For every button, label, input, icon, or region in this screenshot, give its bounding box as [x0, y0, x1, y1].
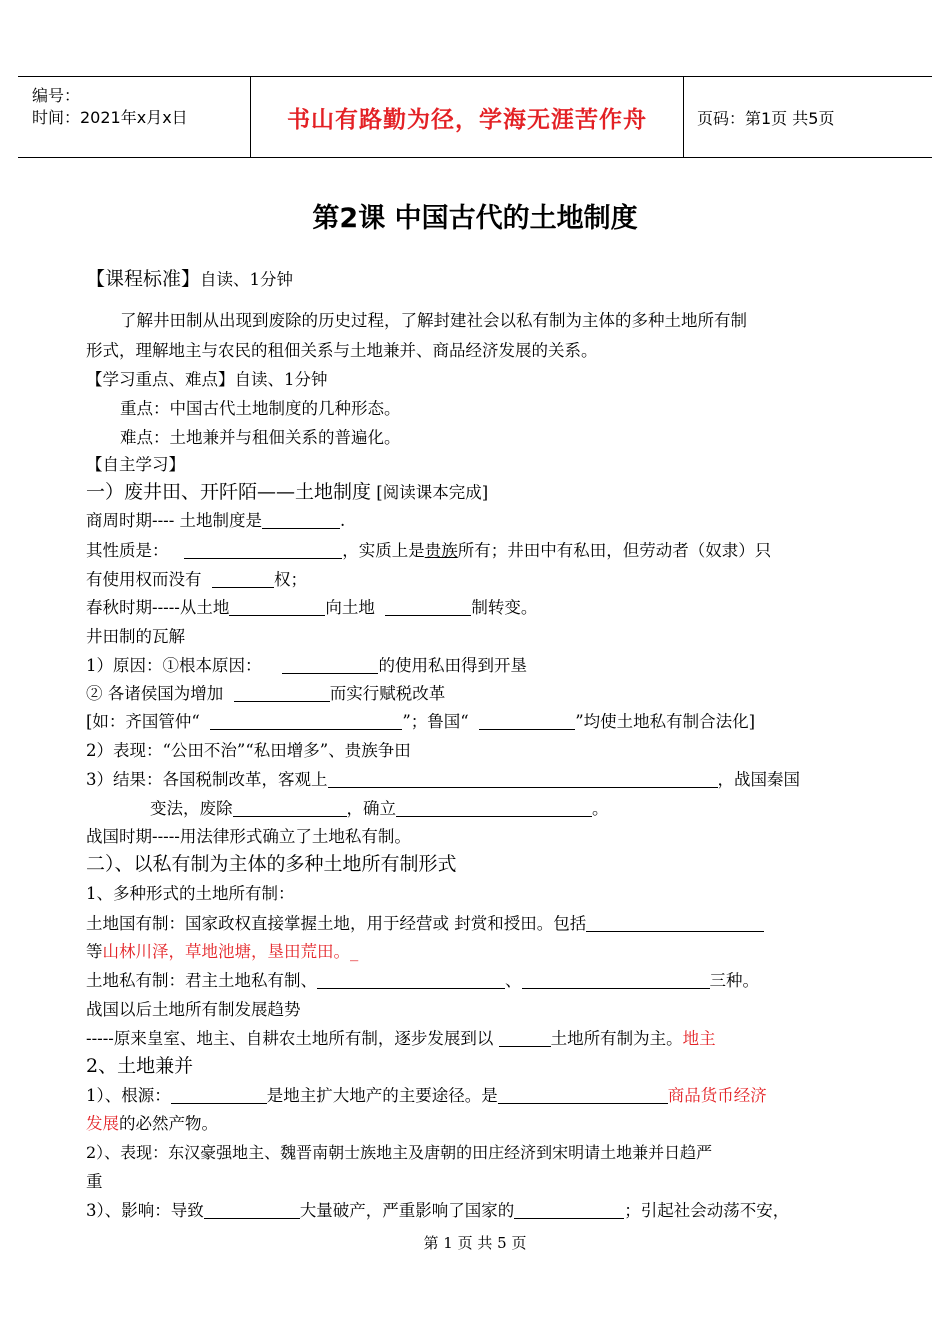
text: 春秋时期-----从土地	[86, 598, 230, 617]
text-line	[86, 541, 771, 561]
text-line	[86, 684, 445, 704]
time-line: 时间：2021年x月x日	[32, 108, 188, 127]
number-label: 编号：	[32, 86, 81, 105]
text-line: 重	[86, 1172, 103, 1191]
fill-blank[interactable]	[204, 1202, 300, 1219]
text: ，战国秦国	[717, 770, 800, 789]
course-standard-heading: 【课程标准】	[86, 268, 201, 290]
text: 的使用私田得到开垦	[378, 656, 527, 675]
text: [如：齐国管仲“	[86, 712, 200, 731]
text: ”均使土地私有制合法化]	[575, 712, 756, 731]
text: 大量破产，严重影响了国家的	[299, 1201, 515, 1220]
header-left-cell	[18, 77, 250, 157]
text: 3）、影响：导致	[86, 1201, 204, 1220]
text: 土地国有制：国家政权直接掌握土地，用于经营或 封赏和授田。包括	[86, 914, 587, 933]
text-line	[86, 914, 764, 934]
text: ，实质上是	[342, 541, 425, 560]
text: 的必然产物。	[119, 1114, 218, 1133]
fill-blank[interactable]	[396, 800, 592, 817]
text-line: 形式，理解地主与农民的租佃关系与土地兼并、商品经济发展的关系。	[86, 341, 598, 360]
answer-text: 商品货币经济	[667, 1086, 767, 1105]
text: 所有；井田中有私田，但劳动者（奴隶）只	[457, 541, 772, 560]
fill-blank[interactable]	[522, 972, 710, 989]
fill-blank[interactable]	[210, 713, 402, 730]
header-motto-cell	[250, 77, 684, 157]
text-line	[86, 598, 537, 618]
fill-blank[interactable]	[479, 713, 575, 730]
text: 土地所有制为主。	[550, 1029, 683, 1048]
page-title: 第2课 中国古代的土地制度	[312, 203, 638, 234]
fill-blank[interactable]	[171, 1087, 267, 1104]
page-code: 页码：第1页 共5页	[697, 108, 835, 128]
text: 是地主扩大地产的主要途径。是	[266, 1086, 498, 1105]
fill-blank[interactable]	[234, 685, 330, 702]
fill-blank[interactable]	[514, 1202, 624, 1219]
text-line	[86, 1029, 716, 1049]
fill-blank[interactable]	[184, 542, 342, 559]
text: 有使用权而没有	[86, 570, 202, 589]
text-line	[86, 656, 527, 676]
text: 1）、根源：	[86, 1086, 171, 1105]
fill-blank[interactable]	[317, 972, 505, 989]
text: 而实行赋税改革	[329, 684, 446, 703]
fill-blank[interactable]	[498, 1087, 668, 1104]
motto: 书山有路勤为径，学海无涯苦作舟	[287, 106, 647, 133]
fill-blank[interactable]	[328, 771, 718, 788]
self-study-heading: 【自主学习】	[86, 455, 185, 474]
text: ，确立	[346, 799, 396, 818]
text: 制转变。	[471, 598, 538, 617]
text-line: 战国以后土地所有制发展趋势	[86, 1000, 301, 1019]
text-line	[150, 799, 609, 819]
text: 。	[592, 799, 609, 818]
fill-blank[interactable]	[229, 599, 325, 616]
answer-text: 地主	[682, 1029, 716, 1048]
fill-blank[interactable]	[282, 657, 378, 674]
text: 等	[86, 942, 103, 961]
fill-blank[interactable]	[499, 1030, 551, 1047]
page-footer: 第 1 页 共 5 页	[423, 1234, 527, 1252]
text-line	[86, 712, 755, 732]
text-line	[86, 1086, 767, 1106]
text-line: 战国时期-----用法律形式确立了土地私有制。	[86, 827, 411, 846]
text-line	[86, 1114, 218, 1134]
text: 、	[505, 971, 522, 990]
text: .	[340, 511, 346, 530]
fill-blank[interactable]	[212, 571, 274, 588]
text: -----原来皇室、地主、自耕农土地所有制，逐步发展到以	[86, 1029, 494, 1048]
text: 三种。	[709, 971, 759, 990]
text-line	[86, 511, 345, 531]
text: 变法，废除	[150, 799, 233, 818]
header-table	[18, 76, 932, 158]
text-line	[86, 770, 800, 790]
text: 权；	[274, 570, 307, 589]
text: 1）原因：①根本原因：	[86, 656, 262, 675]
text: 3）结果：各国税制改革，客观上	[86, 770, 328, 789]
fill-blank[interactable]	[262, 512, 340, 529]
text-line	[86, 1201, 789, 1221]
fill-blank[interactable]	[233, 800, 347, 817]
answer-text: 发展	[86, 1114, 119, 1133]
text: 商周时期---- 土地制度是	[86, 511, 263, 530]
text-line: 1、多种形式的土地所有制：	[86, 884, 295, 903]
text-line	[86, 971, 759, 991]
header-page-cell	[683, 77, 932, 157]
text: ② 各诸侯国为增加	[86, 684, 224, 703]
key-point: 重点：中国古代土地制度的几种形态。	[120, 399, 401, 418]
difficult-point: 难点：土地兼并与租佃关系的普遍化。	[120, 428, 401, 447]
text: 向土地	[325, 598, 375, 617]
text-line: 2）表现：“公田不治”“私田增多”、贵族争田	[86, 741, 411, 760]
key-points-heading: 【学习重点、难点】自读、1分钟	[86, 370, 328, 389]
course-standard-line	[86, 268, 293, 291]
land-annexation-heading: 2、土地兼并	[86, 1055, 194, 1077]
text: ”；鲁国“	[402, 712, 469, 731]
underlined-text: 贵族	[424, 541, 458, 560]
text-line	[86, 942, 358, 962]
section-two-heading: 二）、以私有制为主体的多种土地所有制形式	[86, 853, 457, 875]
section-one-title: 一）废井田、开阡陌——土地制度	[86, 481, 372, 503]
fill-blank[interactable]	[385, 599, 471, 616]
text-line: 井田制的瓦解	[86, 627, 185, 646]
text: 土地私有制：君主土地私有制、	[86, 971, 317, 990]
text-line: 2）、表现：东汉豪强地主、魏晋南朝士族地主及唐朝的田庄经济到宋明请土地兼并日趋严	[86, 1143, 713, 1162]
section-one-heading	[86, 481, 488, 504]
text-line	[86, 570, 307, 590]
text-line: 了解井田制从出现到废除的历史过程，了解封建社会以私有制为主体的多种土地所有制	[120, 311, 747, 330]
text: ；引起社会动荡不安，	[624, 1201, 790, 1220]
text: 其性质是：	[86, 541, 169, 560]
fill-blank[interactable]	[586, 915, 764, 932]
course-standard-note: 自读、1分钟	[200, 270, 294, 289]
answer-text: 山林川泽，草地池塘，垦田荒田。_	[102, 942, 359, 961]
section-one-note: [阅读课本完成]	[376, 483, 489, 502]
